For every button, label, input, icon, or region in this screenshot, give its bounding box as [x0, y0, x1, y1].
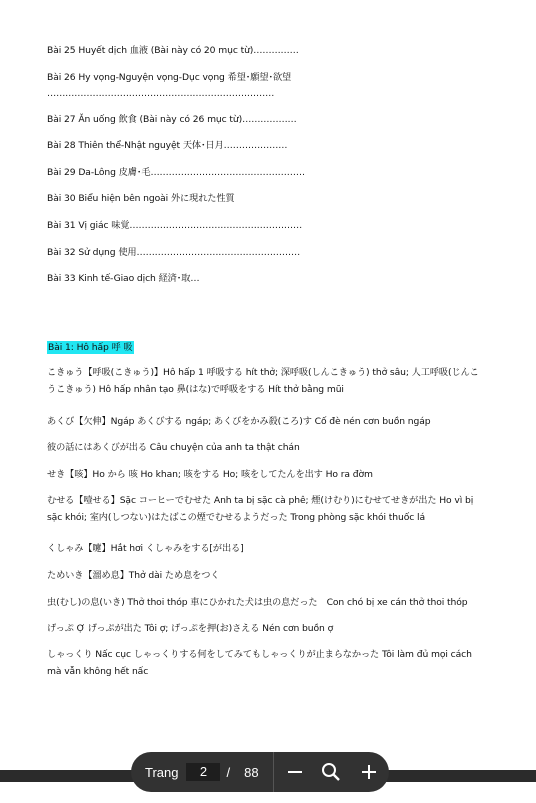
- lesson-entry: 彼の話にはあくびが出る Câu chuyện của anh ta thật chán: [47, 442, 300, 453]
- toolbar-divider: [273, 752, 274, 792]
- zoom-in-button[interactable]: [357, 760, 381, 784]
- toc-item: Bài 28 Thiên thể-Nhật nguyệt 天体･日月…………………: [47, 140, 288, 151]
- lesson-entry: くしゃみ【嚔】Hắt hơi くしゃみをする[が出る]: [47, 543, 244, 554]
- plus-icon: [357, 760, 381, 784]
- toc-item: Bài 32 Sử dụng 使用………………………………………………: [47, 247, 301, 258]
- lesson-entry: せき【咳】Ho から 咳 Ho khan; 咳をする Ho; 咳をしてたんを出す Ho ra đờm: [47, 469, 373, 480]
- toc-item: Bài 26 Hy vọng-Nguyện vọng-Dục vọng 希望･願望･欲望: [47, 72, 292, 83]
- page-toolbar: [131, 752, 389, 792]
- toc-item: Bài 29 Da-Lông 皮膚･毛……………………………………………: [47, 167, 305, 178]
- lesson-entry: むせる【噎せる】Sặc コーヒーでむせた Anh ta bị sặc cà phê; 煙(けむり)にむせてせきが出た Ho vì bị sặc khói; 室内(しつない)はたばこの煙でむせるようだった Trong phòng sặc khói thuốc lá: [47, 495, 474, 523]
- zoom-search-button[interactable]: [319, 760, 343, 784]
- toc-item: Bài 31 Vị giác 味覚…………………………………………………: [47, 220, 303, 231]
- page-separator: /: [226, 764, 231, 780]
- lesson-entry: こきゅう【呼吸(こきゅう)】Hô hấp 1 呼吸する hít thở; 深呼吸(しんこきゅう) thở sâu; 人工呼吸(じんこうこきゅう) Hô hấp nhân tạo 鼻(はな)で呼吸をする Hít thở bằng mũi: [47, 367, 479, 395]
- lesson-entry: 虫(むし)の息(いき) Thở thoi thóp 車にひかれた犬は虫の息だった Con chó bị xe cán thở thoi thóp: [47, 597, 468, 608]
- page-number-input[interactable]: 2: [186, 763, 220, 781]
- lesson-entry: あくび【欠伸】Ngáp あくびする ngáp; あくびをかみ殺(ころ)す Cố đè nén cơn buồn ngáp: [47, 416, 431, 427]
- toc-item: Bài 27 Ăn uống 飲食 (Bài này có 26 mục từ)………………: [47, 114, 297, 125]
- toc-item-dots: …………………………………………………………………: [47, 88, 275, 99]
- page-total: 88: [244, 764, 259, 780]
- minus-icon: [283, 760, 307, 784]
- toc-item: Bài 30 Biểu hiện bên ngoài 外に現れた性質: [47, 193, 235, 204]
- lesson-heading-text: Bài 1: Hô hấp 呼 吸: [48, 342, 133, 353]
- toc-item: Bài 25 Huyết dịch 血液 (Bài này có 20 mục từ)……………: [47, 45, 299, 56]
- lesson-heading: [47, 342, 134, 354]
- page-label: Trang: [145, 764, 179, 780]
- lesson-entry: しゃっくり Nấc cục しゃっくりする何をしてみてもしゃっくりが止まらなかった Tôi làm đủ mọi cách mà vẫn không hết nấc: [47, 649, 472, 677]
- toc-item: Bài 33 Kinh tế-Giao dịch 経済･取…: [47, 273, 200, 284]
- magnifier-icon: [319, 760, 343, 784]
- lesson-entry: ためいき【溜め息】Thở dài ため息をつく: [47, 570, 220, 581]
- zoom-out-button[interactable]: [283, 760, 307, 784]
- lesson-entry: げっぷ Ợ げっぷが出た Tôi ợ; げっぷを押(お)さえる Nén cơn buồn ợ: [47, 623, 334, 634]
